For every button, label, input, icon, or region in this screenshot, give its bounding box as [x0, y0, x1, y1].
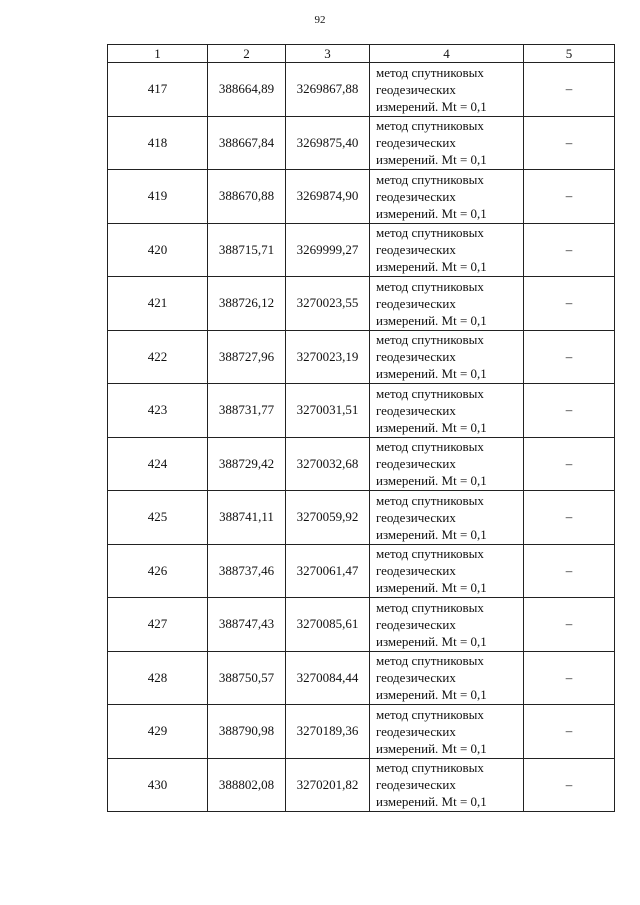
- y-coordinate-cell: 3270059,92: [286, 491, 370, 545]
- method-line: измерений. Mt = 0,1: [376, 98, 487, 114]
- point-number-cell: 424: [108, 437, 208, 491]
- note-cell: –: [524, 384, 615, 438]
- method-line: метод спутниковых: [376, 706, 484, 722]
- note-cell: –: [524, 758, 615, 812]
- x-coordinate-cell: 388670,88: [208, 170, 286, 224]
- method-line: метод спутниковых: [376, 760, 484, 776]
- note-cell: –: [524, 491, 615, 545]
- method-line: измерений. Mt = 0,1: [376, 526, 487, 542]
- method-line: геодезических: [376, 242, 456, 258]
- method-line: геодезических: [376, 777, 456, 793]
- y-coordinate-cell: 3270023,19: [286, 330, 370, 384]
- note-cell: –: [524, 437, 615, 491]
- method-cell: [370, 491, 524, 545]
- method-line: измерений. Mt = 0,1: [376, 687, 487, 703]
- table-row: [108, 544, 615, 598]
- method-cell: [370, 330, 524, 384]
- x-coordinate-cell: 388741,11: [208, 491, 286, 545]
- method-line: измерений. Mt = 0,1: [376, 205, 487, 221]
- method-line: измерений. Mt = 0,1: [376, 740, 487, 756]
- y-coordinate-cell: 3269867,88: [286, 63, 370, 117]
- method-line: геодезических: [376, 188, 456, 204]
- method-line: измерений. Mt = 0,1: [376, 259, 487, 275]
- method-cell: [370, 223, 524, 277]
- y-coordinate-cell: 3270031,51: [286, 384, 370, 438]
- method-cell: [370, 63, 524, 117]
- x-coordinate-cell: 388750,57: [208, 651, 286, 705]
- table-row: [108, 651, 615, 705]
- table-row: [108, 491, 615, 545]
- method-line: метод спутниковых: [376, 546, 484, 562]
- method-line: метод спутниковых: [376, 653, 484, 669]
- note-cell: –: [524, 544, 615, 598]
- method-cell: [370, 598, 524, 652]
- method-line: метод спутниковых: [376, 599, 484, 615]
- table-row: [108, 384, 615, 438]
- method-line: геодезических: [376, 349, 456, 365]
- table-row: [108, 277, 615, 331]
- point-number-cell: 420: [108, 223, 208, 277]
- table-row: [108, 705, 615, 759]
- header-cell-2: 2: [208, 45, 286, 63]
- method-line: метод спутниковых: [376, 332, 484, 348]
- x-coordinate-cell: 388737,46: [208, 544, 286, 598]
- x-coordinate-cell: 388731,77: [208, 384, 286, 438]
- x-coordinate-cell: 388715,71: [208, 223, 286, 277]
- note-cell: –: [524, 63, 615, 117]
- table-row: [108, 116, 615, 170]
- point-number-cell: 421: [108, 277, 208, 331]
- method-line: измерений. Mt = 0,1: [376, 419, 487, 435]
- y-coordinate-cell: 3270085,61: [286, 598, 370, 652]
- method-line: измерений. Mt = 0,1: [376, 152, 487, 168]
- x-coordinate-cell: 388664,89: [208, 63, 286, 117]
- page-number: 92: [314, 14, 326, 26]
- note-cell: –: [524, 170, 615, 224]
- header-row: [108, 45, 615, 63]
- y-coordinate-cell: 3269874,90: [286, 170, 370, 224]
- x-coordinate-cell: 388727,96: [208, 330, 286, 384]
- point-number-cell: 417: [108, 63, 208, 117]
- table-row: [108, 63, 615, 117]
- table-row: [108, 330, 615, 384]
- method-line: метод спутниковых: [376, 385, 484, 401]
- method-line: измерений. Mt = 0,1: [376, 473, 487, 489]
- table-row: [108, 437, 615, 491]
- method-line: геодезических: [376, 402, 456, 418]
- y-coordinate-cell: 3270061,47: [286, 544, 370, 598]
- method-cell: [370, 758, 524, 812]
- method-line: геодезических: [376, 670, 456, 686]
- method-line: измерений. Mt = 0,1: [376, 633, 487, 649]
- x-coordinate-cell: 388802,08: [208, 758, 286, 812]
- method-line: измерений. Mt = 0,1: [376, 794, 487, 810]
- method-line: метод спутниковых: [376, 225, 484, 241]
- table-row: [108, 598, 615, 652]
- method-line: метод спутниковых: [376, 439, 484, 455]
- method-line: геодезических: [376, 456, 456, 472]
- point-number-cell: 422: [108, 330, 208, 384]
- y-coordinate-cell: 3270201,82: [286, 758, 370, 812]
- y-coordinate-cell: 3270189,36: [286, 705, 370, 759]
- note-cell: –: [524, 116, 615, 170]
- method-line: метод спутниковых: [376, 64, 484, 80]
- x-coordinate-cell: 388729,42: [208, 437, 286, 491]
- table-header: [108, 45, 615, 63]
- coordinates-table: [107, 44, 615, 812]
- method-cell: [370, 277, 524, 331]
- y-coordinate-cell: 3269875,40: [286, 116, 370, 170]
- point-number-cell: 423: [108, 384, 208, 438]
- x-coordinate-cell: 388667,84: [208, 116, 286, 170]
- point-number-cell: 425: [108, 491, 208, 545]
- table-row: [108, 223, 615, 277]
- method-line: метод спутниковых: [376, 492, 484, 508]
- point-number-cell: 427: [108, 598, 208, 652]
- y-coordinate-cell: 3270023,55: [286, 277, 370, 331]
- point-number-cell: 430: [108, 758, 208, 812]
- point-number-cell: 418: [108, 116, 208, 170]
- note-cell: –: [524, 223, 615, 277]
- method-cell: [370, 705, 524, 759]
- header-cell-4: 4: [370, 45, 524, 63]
- note-cell: –: [524, 651, 615, 705]
- method-line: метод спутниковых: [376, 171, 484, 187]
- x-coordinate-cell: 388790,98: [208, 705, 286, 759]
- x-coordinate-cell: 388747,43: [208, 598, 286, 652]
- method-cell: [370, 384, 524, 438]
- header-cell-3: 3: [286, 45, 370, 63]
- header-cell-1: 1: [108, 45, 208, 63]
- note-cell: –: [524, 330, 615, 384]
- method-line: геодезических: [376, 616, 456, 632]
- method-line: измерений. Mt = 0,1: [376, 580, 487, 596]
- method-line: геодезических: [376, 509, 456, 525]
- method-cell: [370, 116, 524, 170]
- method-line: геодезических: [376, 723, 456, 739]
- y-coordinate-cell: 3270084,44: [286, 651, 370, 705]
- header-cell-5: 5: [524, 45, 615, 63]
- table-body: [108, 63, 615, 812]
- method-cell: [370, 544, 524, 598]
- method-line: метод спутниковых: [376, 118, 484, 134]
- method-cell: [370, 170, 524, 224]
- point-number-cell: 419: [108, 170, 208, 224]
- y-coordinate-cell: 3270032,68: [286, 437, 370, 491]
- note-cell: –: [524, 705, 615, 759]
- y-coordinate-cell: 3269999,27: [286, 223, 370, 277]
- note-cell: –: [524, 277, 615, 331]
- point-number-cell: 428: [108, 651, 208, 705]
- table-row: [108, 170, 615, 224]
- method-line: геодезических: [376, 563, 456, 579]
- table-row: [108, 758, 615, 812]
- note-cell: –: [524, 598, 615, 652]
- method-line: измерений. Mt = 0,1: [376, 366, 487, 382]
- method-line: метод спутниковых: [376, 278, 484, 294]
- method-cell: [370, 437, 524, 491]
- point-number-cell: 429: [108, 705, 208, 759]
- method-line: геодезических: [376, 81, 456, 97]
- method-line: геодезических: [376, 295, 456, 311]
- x-coordinate-cell: 388726,12: [208, 277, 286, 331]
- method-line: геодезических: [376, 135, 456, 151]
- method-line: измерений. Mt = 0,1: [376, 312, 487, 328]
- point-number-cell: 426: [108, 544, 208, 598]
- method-cell: [370, 651, 524, 705]
